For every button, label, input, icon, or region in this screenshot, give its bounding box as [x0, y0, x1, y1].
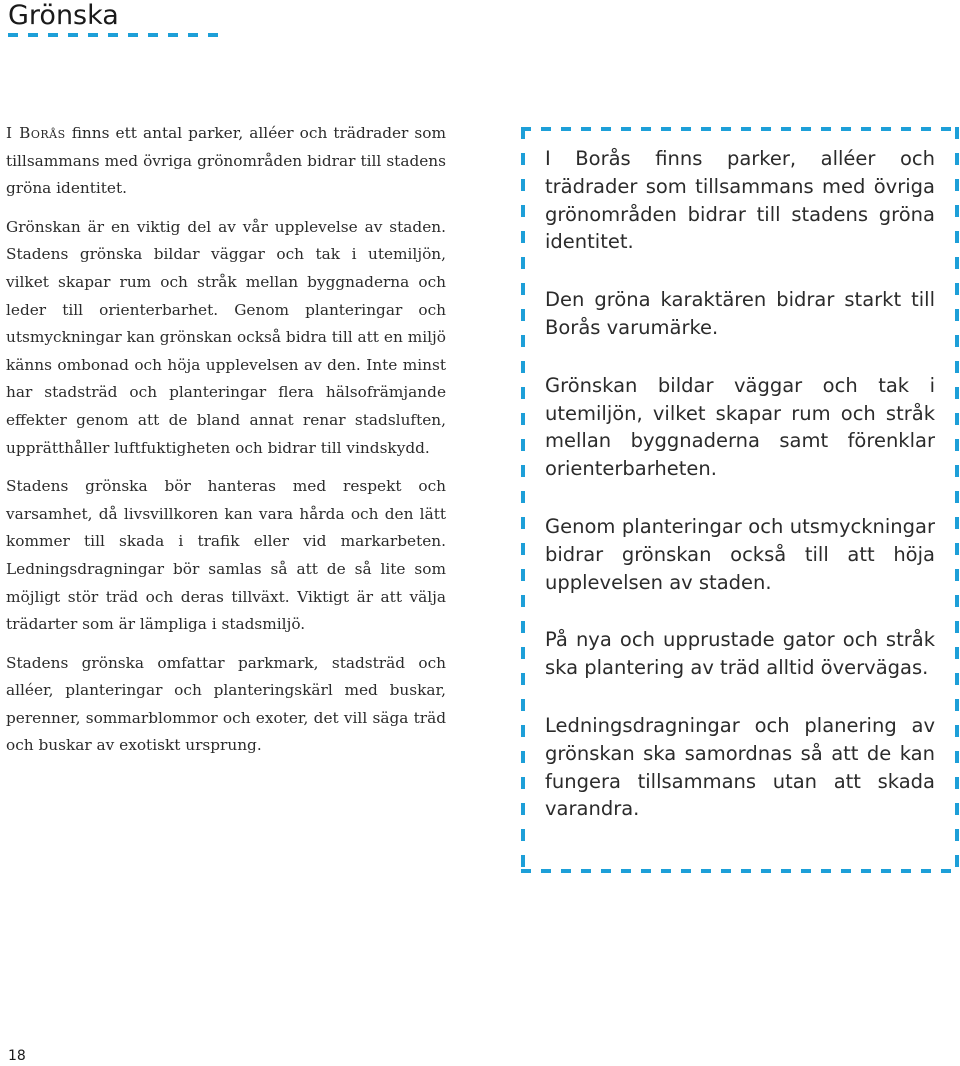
body-paragraph-4: Stadens grönska omfattar parkmark, stadsträd och alléer, planteringar och planteringskärl med buskar, perenner, sommarblommor och exoter, det vill säga träd och buskar av exotiskt ursprung. [6, 653, 446, 755]
intro-lead: I Borås [6, 124, 66, 142]
fact-box-item: Den gröna karaktären bidrar starkt till Borås varumärke. [545, 288, 935, 339]
fact-box-item: På nya och upprustade gator och stråk ska plantering av träd alltid övervägas. [545, 628, 935, 680]
title-dashed-rule [8, 33, 224, 37]
intro-paragraph [6, 120, 446, 203]
fact-box-content [545, 145, 935, 853]
fact-box-item: Grönskan bildar väggar och tak i utemiljön, vilket skapar rum och stråk mellan byggnaderna samt förenklar orienterbarheten. [545, 373, 935, 481]
fact-box-item: Genom planteringar och utsmyckningar bidrar grönskan också till att höja upplevelsen av staden. [545, 514, 935, 594]
body-text-column [6, 120, 446, 771]
body-paragraph-2: Grönskan är en viktig del av vår upplevelse av staden. Stadens grönska bildar väggar och tak i utemiljön, vilket skapar rum och stråk mellan byggnaderna och leder till orienterbarhet. Genom planteringar och utsmyckningar kan grönskan också bidra till att en miljö känns ombonad och höja upplevelsen av den. Inte minst har stadsträd och planteringar flera hälsofrämjande effekter genom att de bland annat renar stadsluften, upprätthåller luftfuktigheten och bidrar till vindskydd. [6, 217, 446, 457]
intro-rest: finns ett antal parker, alléer och trädrader som tillsammans med övriga grönområden bidrar till stadens gröna identitet. [6, 124, 446, 198]
fact-box [521, 127, 959, 873]
fact-box-item: I Borås finns parker, alléer och trädrader som tillsammans med övriga grönområden bidrar till stadens gröna identitet. [545, 147, 935, 254]
body-paragraph-3: Stadens grönska bör hanteras med respekt och varsamhet, då livsvillkoren kan vara hårda och den lätt kommer till skada i trafik eller vid markarbeten. Ledningsdragningar bör samlas så att de så lite som möjligt stör träd och deras tillväxt. Viktigt är att välja trädarter som är lämpliga i stadsmiljö. [6, 477, 446, 634]
fact-box-item: Ledningsdragningar och planering av grönskan ska samordnas så att de kan fungera tillsammans utan att skada varandra. [545, 713, 935, 821]
page-title: Grönska [8, 0, 119, 31]
page-number: 18 [8, 1048, 26, 1064]
